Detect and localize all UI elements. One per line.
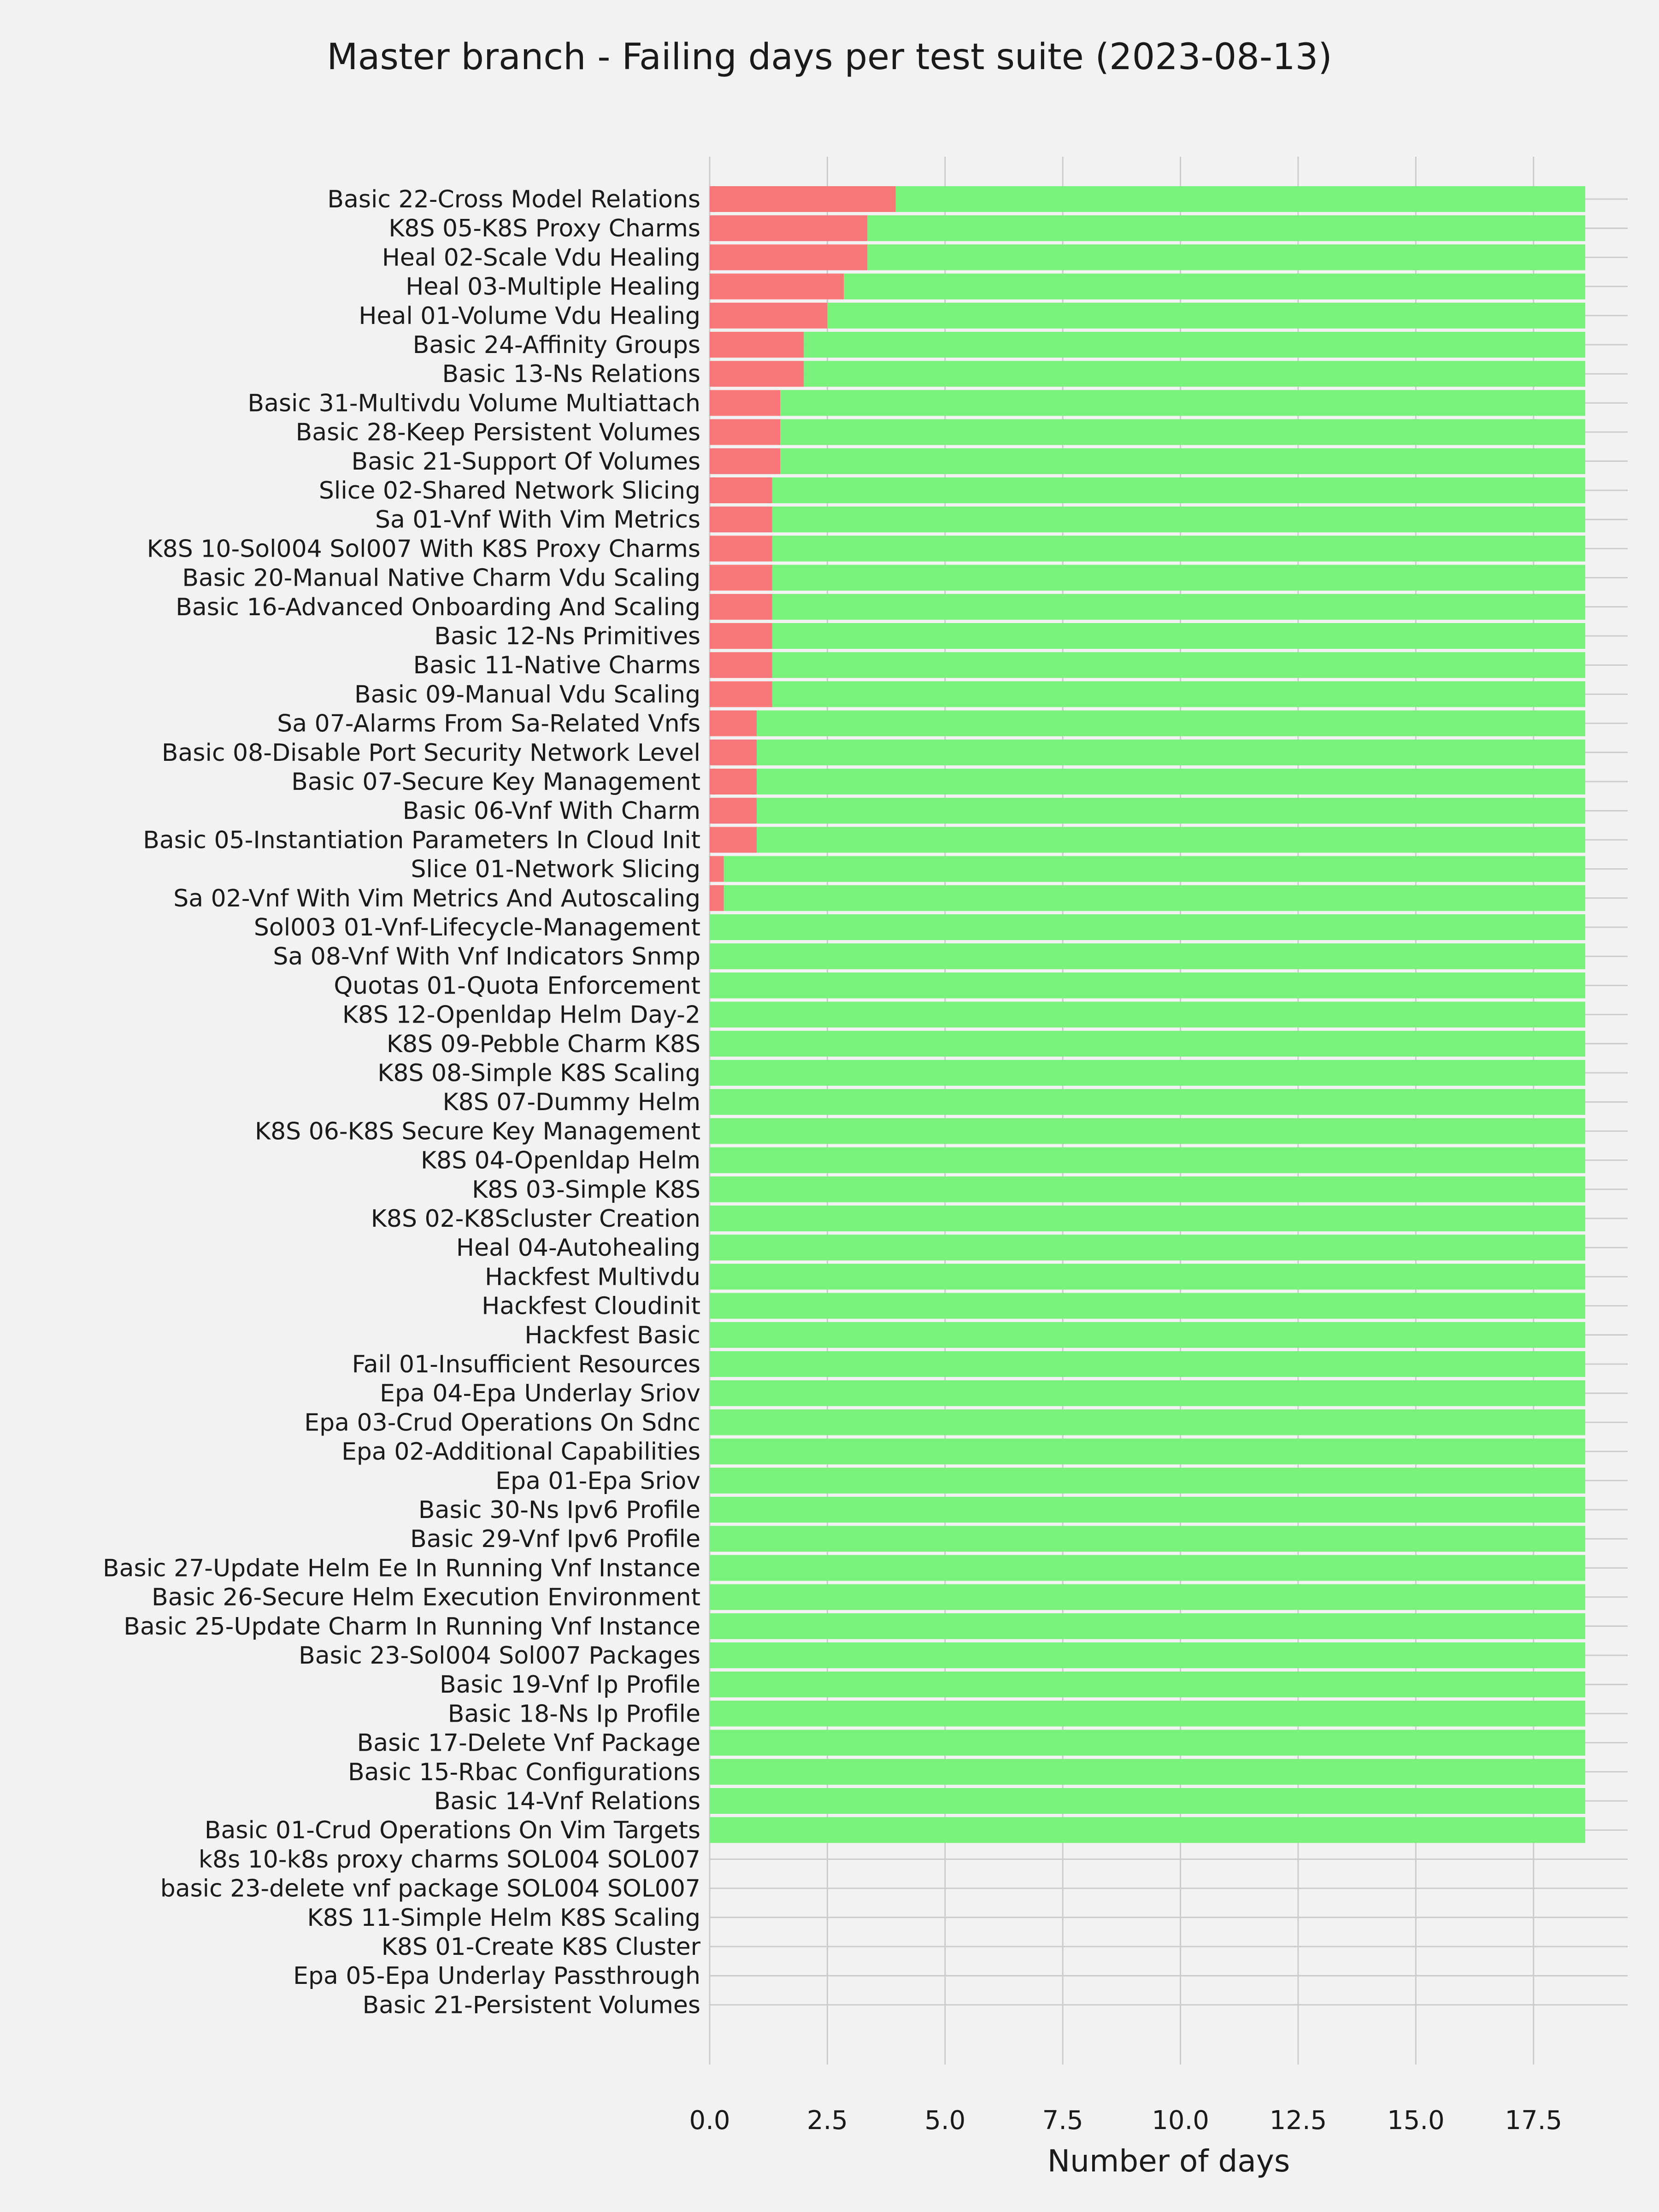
- category-label: Epa 04-Epa Underlay Sriov: [380, 1380, 700, 1408]
- passing-bar: [896, 186, 1586, 212]
- category-label: Basic 31-Multivdu Volume Multiattach: [247, 389, 700, 418]
- category-label: Quotas 01-Quota Enforcement: [334, 972, 700, 1000]
- passing-bar: [757, 740, 1585, 765]
- category-label: Basic 25-Update Charm In Running Vnf Instance: [124, 1612, 700, 1641]
- failing-bar: [710, 856, 724, 882]
- passing-bar: [710, 1147, 1585, 1173]
- passing-bar: [844, 274, 1585, 300]
- passing-bar: [710, 972, 1585, 998]
- category-label: Basic 26-Secure Helm Execution Environment: [152, 1583, 700, 1612]
- category-label: Basic 24-Affinity Groups: [412, 331, 700, 359]
- x-tick-label: 10.0: [1152, 2106, 1209, 2136]
- passing-bar: [757, 711, 1585, 736]
- failing-bar: [710, 535, 772, 561]
- category-label: Hackfest Basic: [524, 1321, 700, 1349]
- passing-bar: [710, 943, 1585, 969]
- category-label: K8S 08-Simple K8S Scaling: [377, 1059, 700, 1087]
- category-label: K8S 05-K8S Proxy Charms: [388, 215, 700, 243]
- category-label: Basic 27-Update Helm Ee In Running Vnf Instance: [102, 1554, 700, 1583]
- category-label: Basic 23-Sol004 Sol007 Packages: [299, 1642, 700, 1670]
- category-label: Basic 28-Keep Persistent Volumes: [295, 418, 700, 447]
- category-label: Basic 18-Ns Ip Profile: [447, 1700, 700, 1728]
- category-label: Basic 13-Ns Relations: [442, 360, 700, 388]
- category-label: K8S 02-K8Scluster Creation: [371, 1205, 700, 1233]
- x-tick-label: 12.5: [1269, 2106, 1327, 2136]
- category-label: Basic 11-Native Charms: [413, 652, 700, 680]
- category-label: Heal 02-Scale Vdu Healing: [382, 244, 700, 272]
- bars: [710, 186, 1585, 1843]
- category-label: Basic 29-Vnf Ipv6 Profile: [410, 1525, 700, 1553]
- passing-bar: [827, 303, 1585, 329]
- category-label: K8S 10-Sol004 Sol007 With K8S Proxy Charms: [147, 535, 700, 563]
- passing-bar: [710, 1235, 1585, 1260]
- category-label: Sa 01-Vnf With Vim Metrics: [375, 506, 700, 534]
- category-label: K8S 07-Dummy Helm: [442, 1088, 700, 1117]
- passing-bar: [710, 1759, 1585, 1785]
- passing-bar: [710, 1089, 1585, 1115]
- passing-bar: [710, 1002, 1585, 1028]
- category-label: Basic 22-Cross Model Relations: [327, 186, 700, 213]
- passing-bar: [780, 419, 1585, 445]
- failing-bar: [710, 740, 757, 765]
- passing-bar: [710, 1293, 1585, 1319]
- passing-bar: [710, 1526, 1585, 1552]
- failing-bar: [710, 244, 867, 270]
- passing-bar: [710, 1584, 1585, 1610]
- category-label: k8s 10-k8s proxy charms SOL004 SOL007: [198, 1846, 700, 1874]
- category-label: Basic 07-Secure Key Management: [291, 768, 700, 796]
- passing-bar: [772, 623, 1585, 649]
- x-axis-label: Number of days: [1047, 2143, 1290, 2179]
- category-label: Basic 19-Vnf Ip Profile: [439, 1671, 700, 1699]
- passing-bar: [780, 390, 1585, 416]
- failing-bar: [710, 274, 844, 300]
- category-label: K8S 04-Openldap Helm: [420, 1147, 700, 1175]
- failing-bar: [710, 390, 780, 416]
- category-label: K8S 09-Pebble Charm K8S: [386, 1030, 700, 1058]
- passing-bar: [772, 477, 1585, 503]
- passing-bar: [757, 827, 1585, 853]
- passing-bar: [804, 361, 1585, 387]
- passing-bar: [710, 1555, 1585, 1581]
- failing-bar: [710, 186, 896, 212]
- category-label: Basic 01-Crud Operations On Vim Targets: [204, 1817, 700, 1845]
- passing-bar: [710, 1439, 1585, 1465]
- category-label: Hackfest Multivdu: [485, 1263, 700, 1291]
- category-label: Epa 01-Epa Sriov: [495, 1467, 700, 1495]
- passing-bar: [710, 1409, 1585, 1435]
- category-label: Epa 05-Epa Underlay Passthrough: [293, 1962, 700, 1990]
- passing-bar: [780, 448, 1585, 474]
- passing-bar: [724, 885, 1585, 911]
- passing-bar: [772, 594, 1585, 620]
- category-label: Basic 20-Manual Native Charm Vdu Scaling: [182, 564, 700, 592]
- category-label: Heal 04-Autohealing: [456, 1234, 700, 1262]
- category-label: Basic 09-Manual Vdu Scaling: [354, 681, 700, 709]
- category-label: Basic 14-Vnf Relations: [434, 1788, 700, 1815]
- x-tick-label: 5.0: [924, 2106, 966, 2136]
- passing-bar: [772, 565, 1585, 591]
- passing-bar: [710, 1264, 1585, 1289]
- x-tick-label: 17.5: [1505, 2106, 1563, 2136]
- passing-bar: [757, 769, 1585, 794]
- category-label: Sa 02-Vnf With Vim Metrics And Autoscaling: [173, 884, 700, 912]
- category-label: Heal 03-Multiple Healing: [406, 273, 700, 301]
- passing-bar: [710, 914, 1585, 940]
- passing-bar: [757, 798, 1585, 824]
- failing-bar: [710, 477, 772, 503]
- passing-bar: [772, 681, 1585, 707]
- x-tick-label: 15.0: [1387, 2106, 1445, 2136]
- x-tick-label: 0.0: [689, 2106, 730, 2136]
- failing-bar: [710, 361, 804, 387]
- passing-bar: [867, 215, 1585, 241]
- passing-bar: [772, 652, 1585, 678]
- failing-bar: [710, 681, 772, 707]
- failing-bar: [710, 711, 757, 736]
- failing-bar: [710, 623, 772, 649]
- passing-bar: [710, 1380, 1585, 1406]
- passing-bar: [724, 856, 1585, 882]
- failing-bar: [710, 652, 772, 678]
- passing-bar: [710, 1031, 1585, 1057]
- failing-bar: [710, 565, 772, 591]
- passing-bar: [710, 1351, 1585, 1377]
- category-label: Basic 30-Ns Ipv6 Profile: [418, 1496, 700, 1524]
- passing-bar: [710, 1671, 1585, 1697]
- passing-bar: [710, 1206, 1585, 1231]
- category-label: Slice 01-Network Slicing: [411, 855, 700, 883]
- failing-bar: [710, 303, 827, 329]
- passing-bar: [867, 244, 1585, 270]
- passing-bar: [710, 1642, 1585, 1668]
- category-label: Epa 03-Crud Operations On Sdnc: [304, 1409, 700, 1437]
- x-tick-label: 7.5: [1042, 2106, 1083, 2136]
- failing-bar: [710, 594, 772, 620]
- category-label: K8S 01-Create K8S Cluster: [381, 1933, 700, 1961]
- passing-bar: [710, 1700, 1585, 1726]
- passing-bar: [710, 1788, 1585, 1814]
- category-label: Basic 16-Advanced Onboarding And Scaling: [176, 593, 700, 621]
- category-label: K8S 11-Simple Helm K8S Scaling: [307, 1904, 700, 1932]
- category-label: Slice 02-Shared Network Slicing: [318, 477, 700, 505]
- category-label: Heal 01-Volume Vdu Healing: [359, 302, 700, 330]
- passing-bar: [710, 1613, 1585, 1639]
- passing-bar: [804, 332, 1585, 358]
- failing-bar: [710, 506, 772, 532]
- passing-bar: [710, 1177, 1585, 1202]
- category-label: Fail 01-Insufficient Resources: [352, 1351, 700, 1378]
- category-label: basic 23-delete vnf package SOL004 SOL007: [160, 1875, 700, 1903]
- passing-bar: [710, 1730, 1585, 1756]
- chart-title: Master branch - Failing days per test suite (2023-08-13): [327, 36, 1332, 78]
- failing-bar: [710, 215, 867, 241]
- category-label: Basic 08-Disable Port Security Network Level: [161, 739, 700, 767]
- passing-bar: [710, 1060, 1585, 1086]
- passing-bar: [710, 1322, 1585, 1348]
- failing-bar: [710, 332, 804, 358]
- category-label: Sa 08-Vnf With Vnf Indicators Snmp: [273, 943, 700, 971]
- failing-bar: [710, 769, 757, 794]
- passing-bar: [710, 1817, 1585, 1843]
- x-tick-label: 2.5: [806, 2106, 848, 2136]
- category-label: Basic 12-Ns Primitives: [434, 623, 700, 650]
- category-label: Basic 21-Persistent Volumes: [362, 1991, 700, 2019]
- failing-bar: [710, 885, 724, 911]
- category-label: K8S 12-Openldap Helm Day-2: [342, 1001, 700, 1029]
- failing-bar: [710, 798, 757, 824]
- passing-bar: [710, 1468, 1585, 1494]
- category-label: K8S 03-Simple K8S: [472, 1176, 700, 1204]
- passing-bar: [772, 535, 1585, 561]
- passing-bar: [710, 1497, 1585, 1523]
- category-label: Basic 15-Rbac Configurations: [348, 1758, 700, 1786]
- category-label: Hackfest Cloudinit: [482, 1292, 700, 1320]
- category-label: Basic 17-Delete Vnf Package: [357, 1729, 700, 1757]
- category-label: Basic 21-Support Of Volumes: [351, 447, 700, 476]
- category-label: Basic 06-Vnf With Charm: [402, 797, 700, 825]
- failing-bar: [710, 827, 757, 853]
- failing-bar: [710, 448, 780, 474]
- category-label: Sol003 01-Vnf-Lifecycle-Management: [253, 914, 700, 941]
- category-label: Epa 02-Additional Capabilities: [341, 1438, 700, 1466]
- category-label: Sa 07-Alarms From Sa-Related Vnfs: [277, 710, 700, 738]
- passing-bar: [710, 1118, 1585, 1144]
- failing-bar: [710, 419, 780, 445]
- category-label: Basic 05-Instantiation Parameters In Cloud Init: [143, 826, 700, 854]
- category-label: K8S 06-K8S Secure Key Management: [254, 1118, 700, 1146]
- passing-bar: [772, 506, 1585, 532]
